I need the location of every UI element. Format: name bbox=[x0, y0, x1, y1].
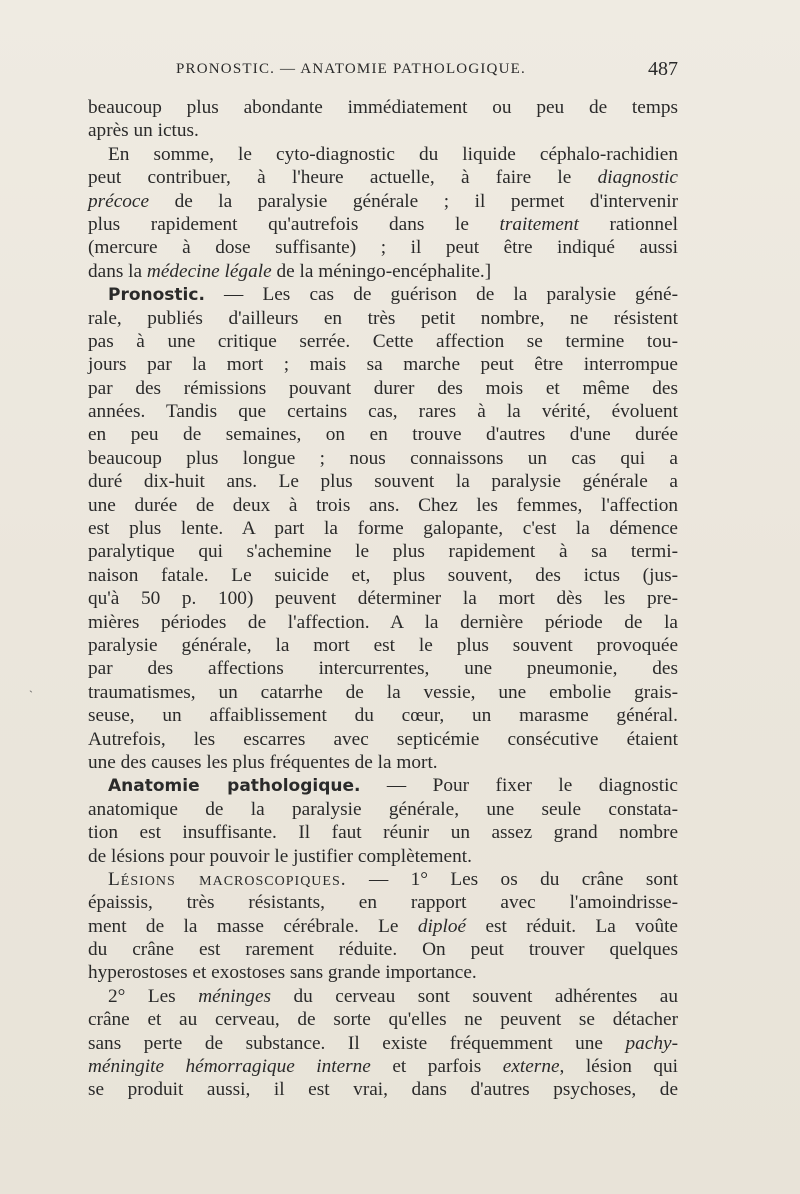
text-segment: pas à une critique serrée. Cette affection se termine tou- bbox=[88, 330, 678, 352]
text-line bbox=[88, 845, 678, 868]
text-line bbox=[88, 96, 678, 119]
text-line bbox=[88, 1055, 678, 1078]
text-line bbox=[88, 540, 678, 563]
text-line bbox=[88, 961, 678, 984]
text-line bbox=[88, 377, 678, 400]
text-segment: du crâne est rarement réduite. On peut trouver quelques bbox=[88, 939, 678, 961]
text-line bbox=[88, 190, 678, 213]
text-segment: précoce bbox=[88, 190, 150, 212]
text-line bbox=[88, 891, 678, 914]
text-segment: méningite hémorragique interne bbox=[88, 1056, 371, 1078]
text-segment: Autrefois, les escarres avec septicémie consécutive étaient bbox=[88, 728, 678, 750]
text-line bbox=[88, 774, 678, 797]
text-line bbox=[88, 400, 678, 423]
text-segment: 2° Les bbox=[108, 985, 199, 1007]
text-line bbox=[88, 868, 678, 891]
text-segment: hyperostoses et exostoses sans grande importance. bbox=[88, 962, 477, 984]
page-number: 487 bbox=[648, 58, 678, 80]
text-segment: dans la bbox=[88, 260, 147, 282]
text-segment: est plus lente. A part la forme galopante, c'est la démence bbox=[88, 518, 678, 540]
text-line bbox=[88, 611, 678, 634]
text-segment: traumatismes, un catarrhe de la vessie, une embolie grais- bbox=[88, 681, 678, 703]
text-line bbox=[88, 798, 678, 821]
text-segment: du cerveau sont souvent adhérentes au bbox=[271, 985, 678, 1007]
text-segment: par des rémissions pouvant durer des mois et même des bbox=[88, 377, 678, 399]
text-segment: pachy- bbox=[625, 1032, 678, 1054]
text-segment: se produit aussi, il est vrai, dans d'autres psychoses, de bbox=[88, 1079, 678, 1101]
page-header bbox=[88, 58, 678, 86]
text-segment: crâne et au cerveau, de sorte qu'elles ne peuvent se détacher bbox=[88, 1009, 678, 1031]
text-segment: duré dix-huit ans. Le plus souvent la paralysie générale a bbox=[88, 471, 678, 493]
running-head: PRONOSTIC. — ANATOMIE PATHOLOGIQUE. bbox=[176, 61, 526, 77]
text-line bbox=[88, 119, 678, 142]
section-heading: Lésions macroscopiques. bbox=[108, 868, 347, 890]
text-segment: de la paralysie générale ; il permet d'intervenir bbox=[149, 190, 678, 212]
text-segment: méninges bbox=[198, 985, 272, 1007]
text-line bbox=[88, 1008, 678, 1031]
text-segment: après un ictus. bbox=[88, 120, 199, 142]
text-line bbox=[88, 423, 678, 446]
text-line bbox=[88, 307, 678, 330]
text-line bbox=[88, 447, 678, 470]
text-line bbox=[88, 470, 678, 493]
text-segment: une des causes les plus fréquentes de la mort. bbox=[88, 751, 438, 773]
text-segment: une durée de deux à trois ans. Chez les femmes, l'affection bbox=[88, 494, 678, 516]
text-segment: sans perte de substance. Il existe fréquemment une bbox=[88, 1032, 626, 1054]
text-line bbox=[88, 634, 678, 657]
text-segment: qu'à 50 p. 100) peuvent déterminer la mort dès les pre- bbox=[88, 588, 678, 610]
text-segment: médecine légale bbox=[146, 260, 272, 282]
text-segment: en peu de semaines, on en trouve d'autres d'une durée bbox=[88, 424, 678, 446]
text-line bbox=[88, 1032, 678, 1055]
text-segment: beaucoup plus abondante immédiatement ou peu de temps bbox=[88, 97, 678, 118]
text-segment: externe bbox=[502, 1056, 560, 1078]
section-heading: Anatomie pathologique. bbox=[108, 776, 361, 797]
text-segment: anatomique de la paralysie générale, une seule constata- bbox=[88, 798, 678, 820]
text-segment: et parfois bbox=[370, 1056, 503, 1078]
text-line bbox=[88, 728, 678, 751]
text-segment: est réduit. La voûte bbox=[466, 915, 678, 937]
text-segment: — 1° Les os du crâne sont bbox=[346, 868, 678, 890]
text-line bbox=[88, 283, 678, 306]
text-line bbox=[88, 260, 678, 283]
text-segment: de lésions pour pouvoir le justifier complètement. bbox=[88, 845, 472, 867]
text-segment: plus rapidement qu'autrefois dans le bbox=[88, 213, 500, 235]
text-line bbox=[88, 821, 678, 844]
text-segment: , lésion qui bbox=[559, 1056, 678, 1078]
text-segment: diploé bbox=[417, 915, 467, 937]
text-line bbox=[88, 143, 678, 166]
text-line bbox=[88, 1078, 678, 1101]
text-line bbox=[88, 494, 678, 517]
text-line bbox=[88, 587, 678, 610]
text-line bbox=[88, 938, 678, 961]
text-segment: seuse, un affaiblissement du cœur, un marasme général. bbox=[88, 705, 678, 727]
text-segment: peut contribuer, à l'heure actuelle, à faire le bbox=[88, 167, 598, 189]
text-segment: ment de la masse cérébrale. Le bbox=[88, 915, 418, 937]
text-segment: de la méningo-encéphalite.] bbox=[271, 260, 492, 282]
text-segment: En somme, le cyto-diagnostic du liquide céphalo-rachidien bbox=[108, 143, 678, 165]
text-line bbox=[88, 353, 678, 376]
text-segment: mières périodes de l'affection. A la dernière période de la bbox=[88, 611, 678, 633]
text-line bbox=[88, 213, 678, 236]
text-segment: naison fatale. Le suicide et, plus souvent, des ictus (jus- bbox=[88, 564, 678, 586]
text-line bbox=[88, 985, 678, 1008]
text-line bbox=[88, 751, 678, 774]
text-segment: rale, publiés d'ailleurs en très petit nombre, ne résistent bbox=[88, 307, 678, 329]
section-heading: Pronostic. bbox=[108, 285, 205, 306]
text-segment: — Les cas de guérison de la paralysie géné- bbox=[204, 284, 678, 306]
text-line bbox=[88, 517, 678, 540]
text-line bbox=[88, 564, 678, 587]
text-segment: diagnostic bbox=[597, 167, 678, 189]
text-segment: paralysie générale, la mort est le plus souvent provoquée bbox=[88, 634, 678, 656]
text-segment: années. Tandis que certains cas, rares à la vérité, évoluent bbox=[88, 401, 678, 423]
text-segment: rationnel bbox=[578, 213, 678, 235]
margin-mark: ` bbox=[29, 688, 33, 702]
text-segment: épaissis, très résistants, en rapport avec l'amoindrisse- bbox=[88, 892, 678, 914]
text-segment: traitement bbox=[499, 213, 579, 235]
text-line bbox=[88, 915, 678, 938]
text-line bbox=[88, 330, 678, 353]
text-segment: beaucoup plus longue ; nous connaissons un cas qui a bbox=[88, 447, 678, 469]
text-segment: par des affections intercurrentes, une pneumonie, des bbox=[88, 658, 678, 680]
text-line bbox=[88, 236, 678, 259]
text-segment: jours par la mort ; mais sa marche peut être interrompue bbox=[88, 354, 678, 376]
text-line bbox=[88, 681, 678, 704]
text-line bbox=[88, 166, 678, 189]
text-segment: paralytique qui s'achemine le plus rapidement à sa termi- bbox=[88, 541, 678, 563]
text-line bbox=[88, 704, 678, 727]
text-segment: tion est insuffisante. Il faut réunir un assez grand nombre bbox=[88, 822, 678, 844]
text-segment: (mercure à dose suffisante) ; il peut être indiqué aussi bbox=[88, 237, 678, 259]
body-text bbox=[88, 96, 678, 1102]
text-line bbox=[88, 657, 678, 680]
text-segment: — Pour fixer le diagnostic bbox=[360, 775, 678, 797]
